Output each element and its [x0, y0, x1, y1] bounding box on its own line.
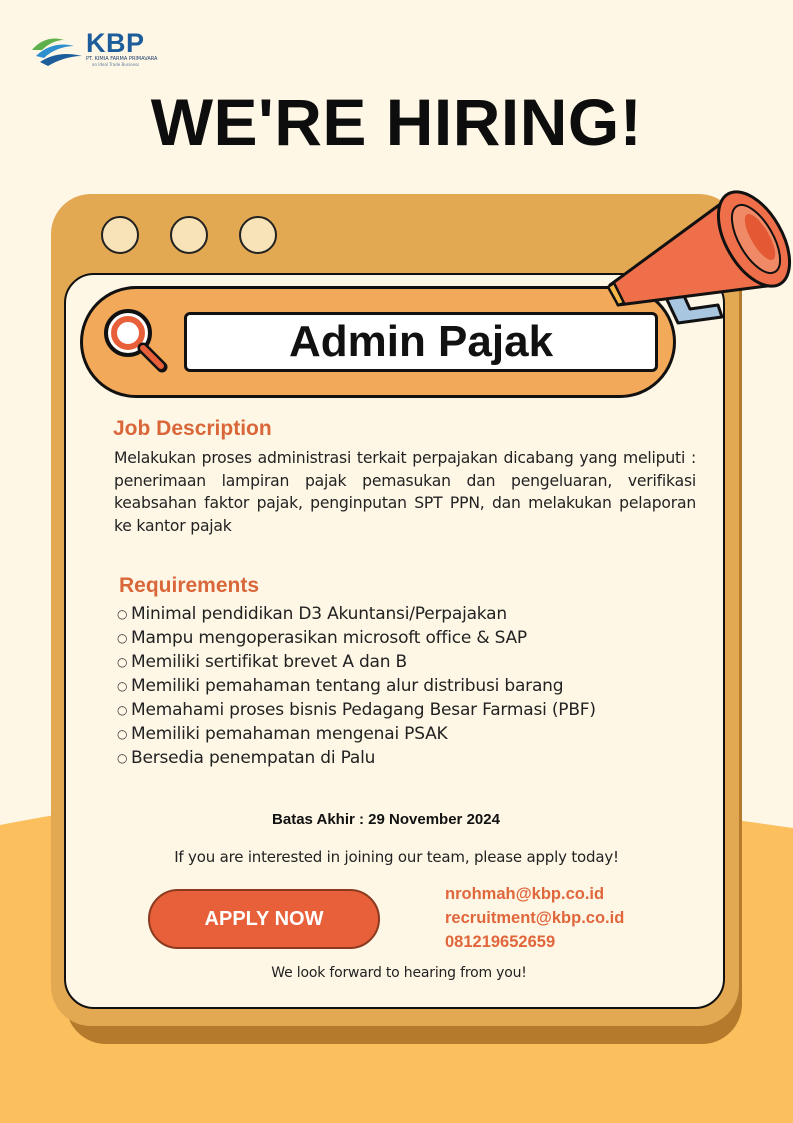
email-link-2[interactable]: recruitment@kbp.co.id: [445, 909, 625, 927]
list-item: [117, 626, 596, 650]
apply-now-button[interactable]: APPLY NOW: [148, 889, 380, 949]
requirement-text: Memiliki pemahaman mengenai PSAK: [131, 724, 448, 744]
logo-subtagline: an Ideal Trade Business: [92, 62, 140, 67]
page-headline: WE'RE HIRING!: [150, 85, 643, 159]
job-title: Admin Pajak: [184, 312, 658, 372]
requirement-text: Minimal pendidikan D3 Akuntansi/Perpajakan: [131, 604, 507, 624]
requirement-text: Memiliki pemahaman tentang alur distribusi barang: [131, 676, 564, 696]
list-item: [117, 698, 596, 722]
phone-number[interactable]: 081219652659: [445, 933, 556, 951]
list-item: [117, 746, 596, 770]
email-link-1[interactable]: nrohmah@kbp.co.id: [445, 885, 605, 903]
bullet-circle-icon: ○: [117, 751, 128, 765]
bullet-circle-icon: ○: [117, 703, 128, 717]
job-description-text: Melakukan proses administrasi terkait perpajakan dicabang yang meliputi : penerimaan lampiran pajak pemasukan dan pengeluaran, verifikasi keabsahan faktor pajak, penginputan SPT PPN, dan melakukan pelaporan ke kantor pajak: [114, 449, 696, 535]
bullet-circle-icon: ○: [117, 727, 128, 741]
logo-tagline: PT. KIMIA FARMA PRIMAVARA: [86, 56, 158, 62]
kbp-logo-icon: [30, 28, 86, 68]
requirement-text: Memiliki sertifikat brevet A dan B: [131, 652, 407, 672]
window-dot-1: [101, 216, 139, 254]
megaphone-icon: [600, 175, 793, 350]
list-item: [117, 674, 596, 698]
list-item: [117, 602, 596, 626]
bullet-circle-icon: ○: [117, 655, 128, 669]
bullet-circle-icon: ○: [117, 679, 128, 693]
bullet-circle-icon: ○: [117, 631, 128, 645]
requirements-list: [117, 602, 596, 770]
search-icon: [98, 303, 170, 375]
deadline-text: Batas Akhir : 29 November 2024: [272, 811, 500, 828]
company-logo: [30, 26, 160, 70]
requirement-text: Bersedia penempatan di Palu: [131, 748, 376, 768]
requirement-text: Mampu mengoperasikan microsoft office & SAP: [131, 628, 527, 648]
job-description-heading: Job Description: [113, 417, 272, 440]
list-item: [117, 650, 596, 674]
invite-text: If you are interested in joining our team, please apply today!: [174, 848, 619, 866]
bullet-circle-icon: ○: [117, 607, 128, 621]
logo-wordmark: KBP: [86, 28, 145, 58]
list-item: [117, 722, 596, 746]
closing-text: We look forward to hearing from you!: [271, 965, 527, 981]
window-dot-2: [170, 216, 208, 254]
contact-info: [445, 882, 624, 954]
requirement-text: Memahami proses bisnis Pedagang Besar Farmasi (PBF): [131, 700, 596, 720]
requirements-heading: Requirements: [119, 574, 260, 597]
window-dot-3: [239, 216, 277, 254]
